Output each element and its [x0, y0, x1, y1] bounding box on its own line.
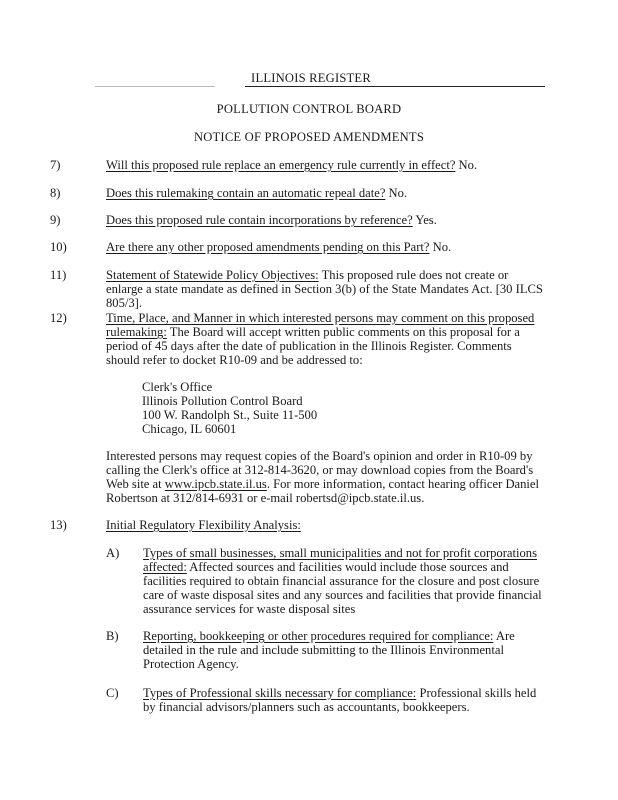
- interested-persons-paragraph: [106, 449, 546, 505]
- item-question: Are there any other proposed amendments pending on this Part?: [106, 240, 430, 254]
- address-line: Clerk's Office: [142, 380, 213, 394]
- subitem-letter: A): [106, 546, 120, 560]
- item-number: 11): [50, 268, 67, 282]
- item-text: This proposed rule does not create or enlarge a state mandate as defined in Section 3(b) of the State Mandates Act. [30 ILCS 805/3].: [106, 268, 543, 310]
- address-line: Illinois Pollution Control Board: [142, 394, 303, 408]
- address-line: Chicago, IL 60601: [142, 422, 237, 436]
- subitem-letter: B): [106, 629, 119, 643]
- subitem-text: Professional skills held by financial advisors/planners such as accountants, bookkeepers.: [143, 686, 537, 714]
- item-text: The Board will accept written public comments on this proposal for a period of 45 days after the date of publication in the Illinois Register. Comments should refer to docket R10-09 and be addressed to:: [106, 325, 520, 367]
- item-10: [106, 240, 546, 254]
- item-heading: Statement of Statewide Policy Objectives:: [106, 268, 319, 282]
- item-answer: No.: [455, 158, 478, 172]
- item-heading: Initial Regulatory Flexibility Analysis:: [106, 518, 301, 532]
- subitem-a: [143, 546, 543, 616]
- item-7: [106, 158, 546, 172]
- item-question: Does this proposed rule contain incorporations by reference?: [106, 213, 413, 227]
- interested-text: Interested persons may request copies of the Board's opinion and order in R10-09 by calling the Clerk's office at 312-814-3620, or may download copies from the Board's Web site at: [106, 449, 534, 491]
- notice-title: NOTICE OF PROPOSED AMENDMENTS: [193, 130, 425, 144]
- item-8: [106, 186, 546, 200]
- subitem-heading: Reporting, bookkeeping or other procedures required for compliance:: [143, 629, 494, 643]
- item-answer: Yes.: [412, 213, 437, 227]
- subitem-heading: Types of small businesses, small municipalities and not for profit corporations affected:: [143, 546, 538, 574]
- scan-speck: [95, 86, 215, 87]
- item-number: 10): [50, 240, 67, 254]
- subitem-text: Affected sources and facilities would include those sources and facilities required to obtain financial assurance for the closure and post closure care of waste disposal sites and any sources and facilities that provide financial assurance services for waste disposal sites: [143, 560, 542, 616]
- website-link[interactable]: www.ipcb.state.il.us: [164, 477, 267, 491]
- interested-text-end: . For more information, contact hearing officer Daniel Robertson at 312/814-6931 or e-mail robertsd@ipcb.state.il.us.: [106, 477, 540, 505]
- subitem-text: Are detailed in the rule and include submitting to the Illinois Environmental Protection Agency.: [143, 629, 515, 671]
- item-answer: No.: [385, 186, 408, 200]
- item-question: Does this rulemaking contain an automatic repeal date?: [106, 186, 386, 200]
- item-number: 7): [50, 158, 61, 172]
- item-11: [106, 268, 546, 310]
- item-number: 9): [50, 213, 61, 227]
- item-12: [106, 311, 546, 367]
- item-heading: Time, Place, and Manner in which interested persons may comment on this proposed rulemaking:: [106, 311, 535, 339]
- item-9: [106, 213, 546, 227]
- board-title: POLLUTION CONTROL BOARD: [216, 102, 402, 116]
- item-question: Will this proposed rule replace an emergency rule currently in effect?: [106, 158, 456, 172]
- item-13: [106, 518, 546, 532]
- subitem-c: [143, 686, 543, 714]
- address-line: 100 W. Randolph St., Suite 11-500: [142, 408, 318, 422]
- item-number: 13): [50, 518, 67, 532]
- item-number: 12): [50, 311, 67, 325]
- register-title: ILLINOIS REGISTER: [251, 71, 371, 85]
- item-answer: No.: [429, 240, 452, 254]
- subitem-b: [143, 629, 543, 671]
- subitem-letter: C): [106, 686, 119, 700]
- mailing-address: [142, 380, 317, 436]
- header-rule: [245, 86, 545, 87]
- item-number: 8): [50, 186, 61, 200]
- subitem-heading: Types of Professional skills necessary for compliance:: [143, 686, 417, 700]
